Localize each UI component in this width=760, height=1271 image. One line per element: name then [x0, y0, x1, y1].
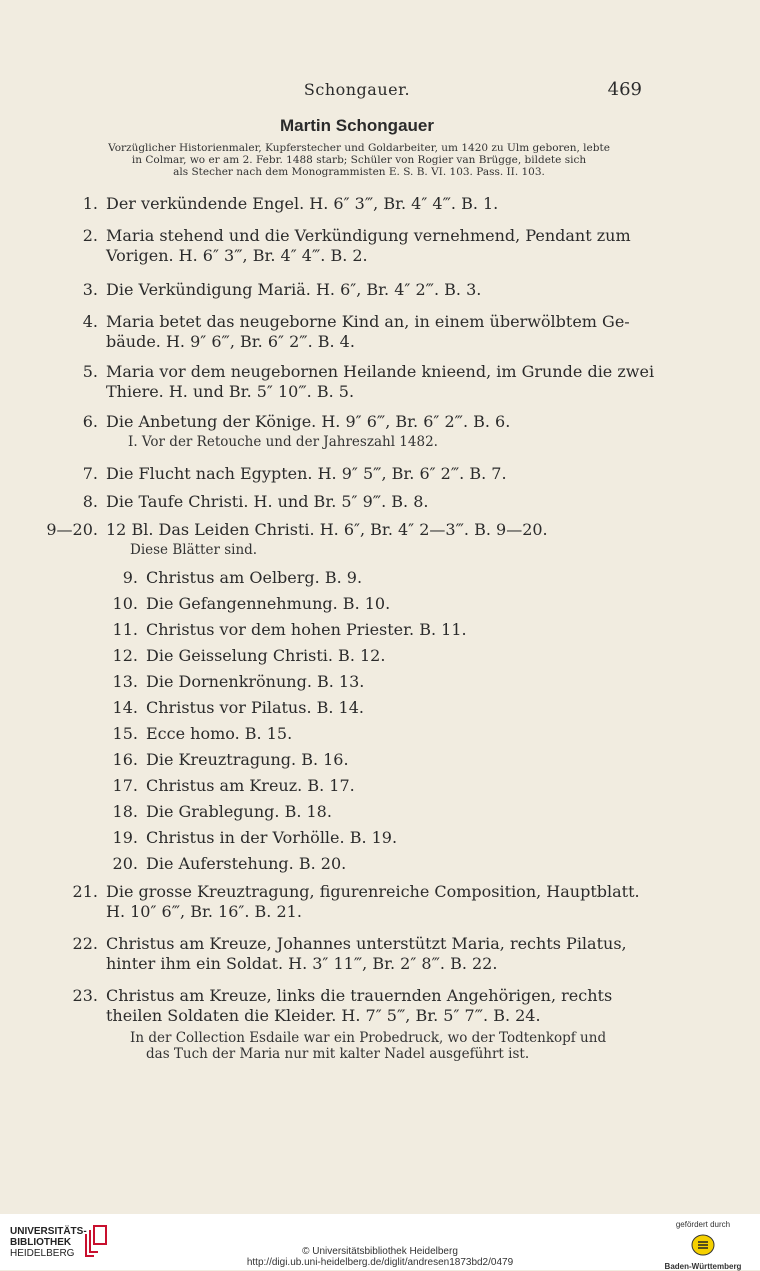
entry-number: 4. [82, 312, 98, 331]
entry-number: 21. [72, 882, 98, 901]
entry-number: 9. [122, 568, 138, 587]
catalogue-subentry [112, 646, 386, 666]
entry-text: Die Gefangennehmung. B. 10. [146, 594, 391, 613]
entry-text: Maria stehend und die Verkündigung vernehmend, Pendant zum [106, 226, 631, 245]
artist-heading: Martin Schongauer [280, 116, 434, 135]
copyright-text: © Universitätsbibliothek Heidelberg [302, 1246, 458, 1257]
entry-text: Maria vor dem neugebornen Heilande knieend, im Grunde die zwei [106, 362, 655, 381]
entry-number: 13. [112, 672, 138, 691]
bio-line: Vorzüglicher Historienmaler, Kupferstecher und Goldarbeiter, um 1420 zu Ulm geboren, lebte [108, 142, 610, 154]
page-number: 469 [607, 79, 642, 100]
entry-number: 14. [112, 698, 138, 717]
catalogue-entry [72, 934, 627, 974]
entry-text: Die Kreuztragung. B. 16. [146, 750, 349, 769]
catalogue-entry [82, 280, 482, 300]
entry-text-continued: bäude. H. 9″ 6‴, Br. 6″ 2‴. B. 4. [106, 332, 355, 351]
entry-number: 15. [112, 724, 138, 743]
entry-number: 2. [82, 226, 98, 245]
entry-text: Die Auferstehung. B. 20. [146, 854, 347, 873]
state-name: Baden-Württemberg [664, 1262, 742, 1271]
entry-text: Christus am Oelberg. B. 9. [146, 568, 363, 587]
entry-text: Die Taufe Christi. H. und Br. 5″ 9‴. B. 8. [106, 492, 429, 511]
digitization-footer [0, 1214, 760, 1270]
library-name-line: UNIVERSITÄTS- [10, 1226, 87, 1237]
entry-text: 12 Bl. Das Leiden Christi. H. 6″, Br. 4″ 2—3‴. B. 9—20. [106, 520, 548, 539]
entry-number: 20. [112, 854, 138, 873]
artist-biography [78, 142, 640, 178]
entry-text: Die Verkündigung Mariä. H. 6″, Br. 4″ 2‴. B. 3. [106, 280, 482, 299]
entry-text-continued: H. 10″ 6‴, Br. 16″. B. 21. [106, 902, 302, 921]
entry-text-continued: Thiere. H. und Br. 5″ 10‴. B. 5. [106, 382, 355, 401]
catalogue-subentry [112, 724, 293, 744]
catalogue-subentry [112, 854, 347, 874]
entry-number: 6. [82, 412, 98, 431]
entry-text: Maria betet das neugeborne Kind an, in einem überwölbtem Ge- [106, 312, 630, 331]
state-crest-icon [690, 1232, 716, 1258]
entry-text-continued: Vorigen. H. 6″ 3‴, Br. 4″ 4‴. B. 2. [106, 246, 368, 265]
entry-note: I. Vor der Retouche und der Jahreszahl 1482. [128, 434, 438, 450]
entry-text: Die Flucht nach Egypten. H. 9″ 5‴, Br. 6″ 2‴. B. 7. [106, 464, 507, 483]
entry-number: 8. [82, 492, 98, 511]
catalogue-entry [82, 194, 499, 214]
entry-text: Christus vor Pilatus. B. 14. [146, 698, 364, 717]
catalogue-entry [82, 312, 630, 352]
entry-number: 11. [112, 620, 138, 639]
entry-number: 9—20. [46, 520, 98, 539]
catalogue-entry [82, 492, 429, 512]
catalogue-entry [72, 882, 640, 922]
entry-note: In der Collection Esdaile war ein Probedruck, wo der Todtenkopf und [130, 1030, 607, 1046]
library-name-line: HEIDELBERG [10, 1248, 75, 1259]
entry-text: Ecce homo. B. 15. [146, 724, 293, 743]
bio-line: als Stecher nach dem Monogrammisten E. S. B. VI. 103. Pass. II. 103. [173, 166, 545, 178]
catalogue-entry [82, 226, 631, 266]
entry-number: 7. [82, 464, 98, 483]
entry-text: Christus am Kreuze, Johannes unterstützt Maria, rechts Pilatus, [106, 934, 627, 953]
bio-line: in Colmar, wo er am 2. Febr. 1488 starb; Schüler von Rogier van Brügge, bildete sich [131, 154, 587, 166]
catalogue-entry [82, 362, 655, 402]
entry-number: 10. [112, 594, 138, 613]
entry-number: 12. [112, 646, 138, 665]
catalogue-subentry [112, 776, 355, 796]
entry-text: Christus vor dem hohen Priester. B. 11. [146, 620, 467, 639]
entry-note: das Tuch der Maria nur mit kalter Nadel ausgeführt ist. [146, 1046, 530, 1062]
entry-number: 5. [82, 362, 98, 381]
running-title: Schongauer. [303, 80, 411, 99]
catalogue-subentry [112, 594, 391, 614]
catalogue-subentry [112, 750, 349, 770]
entry-note: Diese Blätter sind. [130, 542, 258, 558]
entry-number: 1. [82, 194, 98, 213]
entry-number: 22. [72, 934, 98, 953]
catalogue-subentry [112, 802, 332, 822]
catalogue-subentry [112, 672, 365, 692]
library-name-line: BIBLIOTHEK [10, 1237, 72, 1248]
entry-number: 18. [112, 802, 138, 821]
entry-number: 19. [112, 828, 138, 847]
entry-number: 16. [112, 750, 138, 769]
running-header [0, 80, 760, 102]
catalogue-entry [82, 412, 511, 432]
entry-number: 17. [112, 776, 138, 795]
entry-text: Die Geisselung Christi. B. 12. [146, 646, 386, 665]
entry-text: Der verkündende Engel. H. 6″ 3‴, Br. 4″ 4‴. B. 1. [106, 194, 499, 213]
funded-by-label: gefördert durch [675, 1220, 731, 1229]
entry-text: Die Anbetung der Könige. H. 9″ 6‴, Br. 6″ 2‴. B. 6. [106, 412, 511, 431]
entry-text: Die Grablegung. B. 18. [146, 802, 332, 821]
funder-logo [658, 1220, 748, 1271]
entry-text: Christus in der Vorhölle. B. 19. [146, 828, 398, 847]
catalogue-subentry [112, 828, 398, 848]
catalogue-subentry [112, 620, 467, 640]
catalogue-subentry [122, 568, 363, 588]
entry-number: 3. [82, 280, 98, 299]
entry-number: 23. [72, 986, 98, 1005]
permalink[interactable]: http://digi.ub.uni-heidelberg.de/diglit/andresen1873bd2/0479 [246, 1257, 514, 1268]
catalogue-entry [46, 520, 548, 540]
entry-text-continued: hinter ihm ein Soldat. H. 3″ 11‴, Br. 2″ 8‴. B. 22. [106, 954, 498, 973]
entry-text-continued: theilen Soldaten die Kleider. H. 7″ 5‴, Br. 5″ 7‴. B. 24. [106, 1006, 541, 1025]
catalogue-subentry [112, 698, 364, 718]
entry-text: Die grosse Kreuztragung, figurenreiche Composition, Hauptblatt. [106, 882, 640, 901]
copyright-notice [0, 1246, 760, 1268]
entry-text: Die Dornenkrönung. B. 13. [146, 672, 365, 691]
entry-text: Christus am Kreuze, links die trauernden Angehörigen, rechts [106, 986, 613, 1005]
catalogue-entry [82, 464, 507, 484]
catalogue-entry [72, 986, 613, 1026]
entry-text: Christus am Kreuz. B. 17. [146, 776, 355, 795]
